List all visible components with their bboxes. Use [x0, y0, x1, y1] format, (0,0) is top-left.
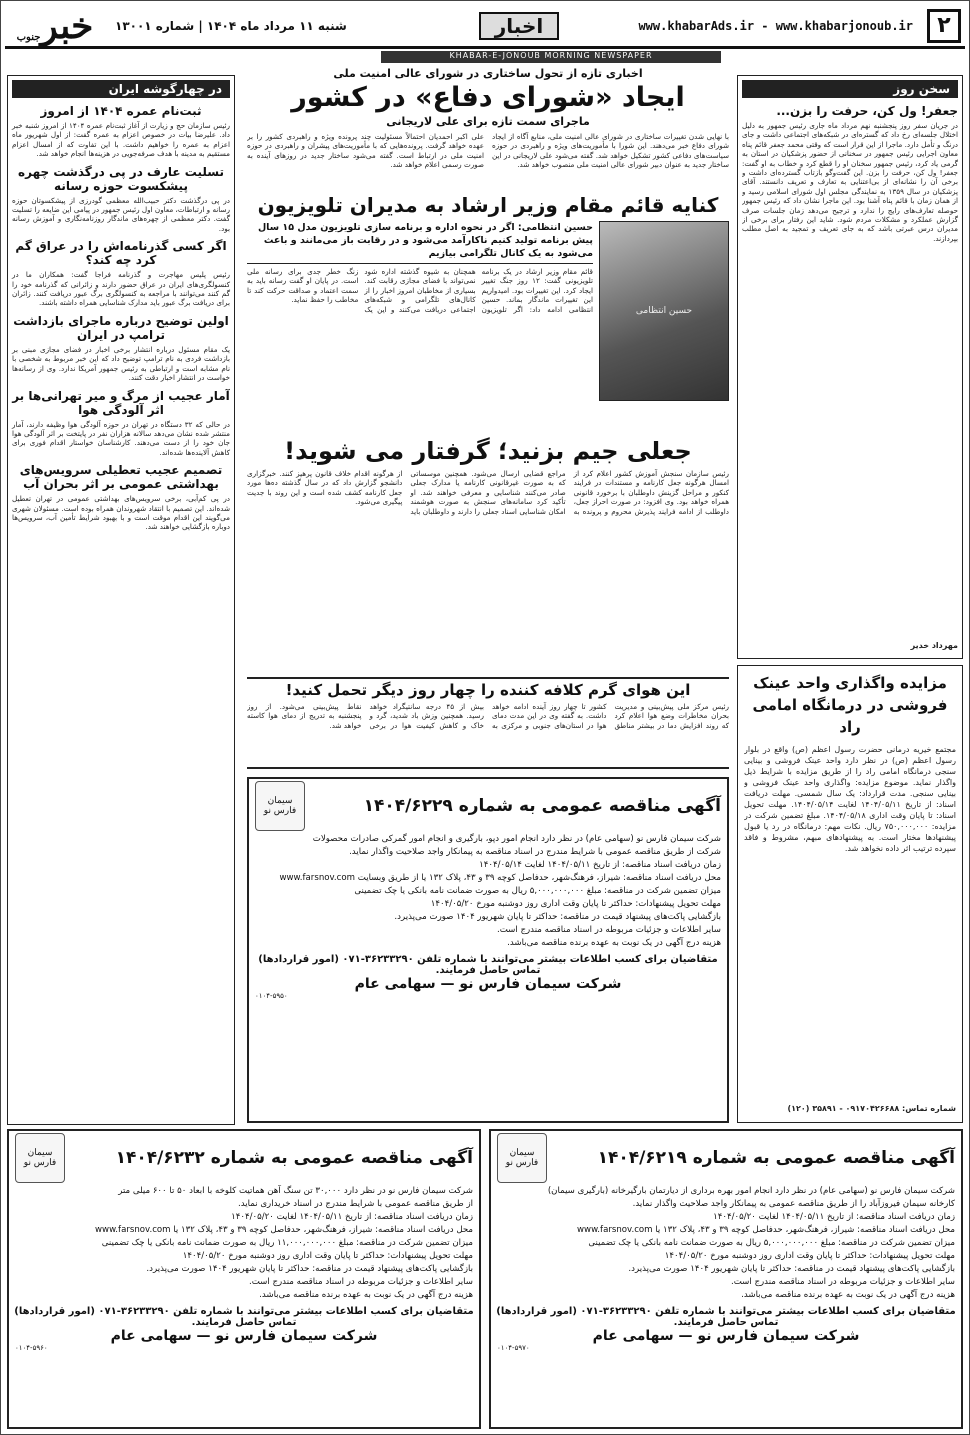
ad1-line: زمان دریافت اسناد مناقصه: از تاریخ ۱۴۰۴/۰۵/۱۱ لغایت ۱۴۰۴/۰۵/۱۴: [479, 860, 721, 870]
ad1-logo: سیمان فارس نو: [255, 781, 305, 831]
article-title: اگر کسی گذرنامه‌اش را در عراق گم کرد چه کند؟: [15, 239, 227, 268]
ad3-line: زمان دریافت اسناد مناقصه: از تاریخ ۱۴۰۴/۰۵/۱۱ لغایت ۱۴۰۴/۰۵/۲۰: [713, 1212, 955, 1222]
headline-body-left: علی اکبر احمدیان احتمالاً مسئولیت چند پرونده ویژه و راهبردی کشور را بر عهده خواهد گرفت. پرونده‌هایی که با مأموریت‌های پیشران و راهبردی در حوزه امنیت ملی در ارتباط است. گفته می‌شود ساختار جدید در روزهای آینده به صورت رسمی اعلام خواهد شد.: [247, 132, 484, 170]
article-body: در پی درگذشت دکتر حبیب‌الله معظمی گودرزی از پیشکسوتان حوزه رسانه و ارتباطات، معاون اول رئیس جمهور در پیامی این ضایعه را تسلیت گفت. دکتر معظمی از چهره‌های ماندگار روزنامه‌نگاری و آموزش رسانه بود.: [12, 195, 230, 233]
ad2-line: بازگشایی پاکت‌های پیشنهاد قیمت در مناقصه: حداکثر تا پایان شهریور ۱۴۰۴ صورت می‌پذیرد.: [146, 1264, 473, 1274]
page-header: [5, 5, 965, 49]
dateline: شنبه ۱۱ مرداد ماه ۱۴۰۴ | شماره ۱۳۰۰۱: [115, 18, 347, 33]
article-title: ثبت‌نام عمره ۱۴۰۴ از امروز: [40, 104, 202, 118]
interview-block: [247, 193, 729, 433]
ad3-line: کارخانه سیمان فیروزآباد را از طریق مناقصه عمومی به پیمانکار واجد صلاحیت واگذار نماید.: [632, 1199, 955, 1209]
jeli-title: جعلی جیم بزنید؛ گرفتار می شوید!: [284, 437, 692, 465]
article-title: آمار عجیب از مرگ و میر تهرانی‌ها بر اثر آلودگی هوا: [12, 388, 230, 417]
article-title: اولین توضیح درباره ماجرای بازداشت ترامپ در ایران: [13, 313, 229, 342]
ad1-line: مهلت تحویل پیشنهادات: حداکثر تا پایان وقت اداری روز دوشنبه مورخ ۱۴۰۴/۰۵/۲۰: [430, 899, 721, 909]
article-body: در پی کم‌آبی، برخی سرویس‌های بهداشتی عمومی در تهران تعطیل شده‌اند. این تصمیم با انتقاد شهروندان همراه بوده است. مسئولان شهری می‌گویند این اقدام موقت است و با بهبود شرایط تأمین آب، سرویس‌ها دوباره بازگشایی خواهند شد.: [12, 494, 230, 532]
left-column-heading: در چهارگوشه ایران: [12, 80, 230, 98]
ad1-line: سایر اطلاعات و جزئیات مربوطه در اسناد مناقصه مندرج است.: [497, 925, 721, 935]
newspaper-logo: [5, 6, 105, 46]
ad1-line: شرکت سیمان فارس نو (سهامی عام) در نظر دارد انجام امور دپو، بارگیری و انجام امور گمرکی صادرات محصولات: [312, 834, 721, 844]
ad1-code: ۰۱۰۴-۵۹۵۰: [255, 992, 288, 1000]
weather-block: [247, 677, 729, 769]
ad3-line: سایر اطلاعات و جزئیات مربوطه در اسناد مناقصه مندرج است.: [731, 1277, 955, 1287]
page-number: ۲: [927, 9, 961, 43]
article-body: یک مقام مسئول درباره انتشار برخی اخبار در فضای مجازی مبنی بر بازداشت فردی به نام ترامپ توضیح داد که این خبر مربوط به شخصی با نام مشابه است و ارتباطی به رئیس جمهور آمریکا ندارد. وی از رسانه‌ها خواست در انتشار اخبار دقت کنند.: [12, 344, 230, 383]
jeli-body: رئیس سازمان سنجش آموزش کشور اعلام کرد از امسال هرگونه جعل کارنامه و مستندات در فرایند کنکور و مراحل گزینش داوطلبان با برخورد قانونی همراه خواهد بود. وی افزود: در صورت احراز جعل، داوطلب از ادامه فرایند پذیرش محروم و پرونده به مراجع قضایی ارسال می‌شود. همچنین موسساتی که به صورت غیرقانونی کارنامه یا مدارک جعلی صادر می‌کنند شناسایی و معرفی خواهند شد. او تأکید کرد سامانه‌های سنجش به صورت هوشمند امکان شناسایی اسناد جعلی را دارند و داوطلبان باید از هرگونه اقدام خلاف قانون پرهیز کنند. خبرگزاری دانشجو گزارش داد که در سال گذشته ده‌ها مورد جعل کارنامه کشف شده است و این روند با جدیت پیگیری می‌شود.: [247, 469, 729, 516]
auction-contact: شماره تماس: ۰۹۱۷۰۴۲۶۶۸۸ - ۳۵۸۹۱ (۱۲۰): [787, 1104, 956, 1113]
ad3-line: بازگشایی پاکت‌های پیشنهاد قیمت در مناقصه: حداکثر تا پایان شهریور ۱۴۰۴ صورت می‌پذیرد.: [628, 1264, 955, 1274]
interview-body: قائم مقام وزیر ارشاد در یک برنامه تلویزیونی گفت: ۱۲ روز جنگ تغییر ایجاد کرد. این تغییرات بود. امیدواریم این تغییرات ماندگار بماند. حسین انتظامی ادامه داد: اگر تلویزیون همچنان به شیوه گذشته اداره شود نمی‌تواند با فضای مجازی رقابت کند. بسیاری از مخاطبان امروز اخبار را از کانال‌های تلگرامی و شبکه‌های اجتماعی دریافت می‌کنند و این یک زنگ خطر جدی برای رسانه ملی است. در پایان او گفت رسانه باید به سمت اعتماد و صداقت حرکت کند تا مخاطب را حفظ نماید.: [247, 267, 593, 314]
ad2-line: هزینه درج آگهی در یک نوبت به عهده برنده مناقصه می‌باشد.: [259, 1290, 473, 1300]
article-title: تسلیت عارف در پی درگذشت چهره پیشکسوت حوزه رسانه: [18, 164, 224, 193]
ad2-line: محل دریافت اسناد مناقصه: شیراز، فرهنگ‌شهر، حدفاصل کوچه ۳۹ و ۴۳، پلاک ۱۳۲ یا www.farsnov.com: [95, 1225, 473, 1235]
interview-photo: [599, 221, 729, 401]
ad2-line: از طریق مناقصه عمومی با شرایط مندرج در اسناد خریداری نماید.: [237, 1199, 473, 1209]
article-body: در حالی که ۳۲ دستگاه در تهران در حوزه آلودگی هوا وظیفه دارند، آمار منتشر شده نشان می‌دهد سالانه هزاران نفر در پایتخت بر اثر آلودگی هوا جان خود را از دست می‌دهند. کارشناسان خواستار اقدام فوری برای کاهش آلاینده‌ها شده‌اند.: [12, 419, 230, 457]
ad2-footer: متقاضیان برای کسب اطلاعات بیشتر می‌توانند با شماره تلفن ۳۶۲۳۳۲۹۰-۰۷۱ (امور قراردادها) تماس حاصل فرمایند.: [14, 1306, 474, 1328]
ad3-line: شرکت سیمان فارس نو (سهامی عام) در نظر دارد انجام امور بهره برداری از دیارتمان بارگیرخانه (بارگیری سیمان): [547, 1186, 955, 1196]
header-urls[interactable]: www.khabarAds.ir - www.khabarjonoub.ir: [638, 18, 913, 33]
ad2-line: شرکت سیمان فارس نو در نظر دارد ۳۰,۰۰۰ تن سنگ آهن هماتیت کلوخه با ابعاد ۵۰ تا ۶۰۰ میلی متر: [118, 1186, 473, 1196]
article-title: تصمیم عجیب تعطیلی سرویس‌های بهداشتی عمومی بر اثر بحران آب: [19, 463, 223, 492]
ad3-line: محل دریافت اسناد مناقصه: شیراز، فرهنگ‌شهر، حدفاصل کوچه ۳۹ و ۴۳، پلاک ۱۳۲ یا www.farsnov.com: [577, 1225, 955, 1235]
masthead-ribbon: KHABAR-E-JONOUB MORNING NEWSPAPER: [381, 51, 721, 63]
ad3-org: شرکت سیمان فارس نو — سهامی عام: [592, 1328, 860, 1344]
ad2-logo: سیمان فارس نو: [15, 1133, 65, 1183]
ad1-line: شرکت از طریق مناقصه عمومی با شرایط مندرج در اسناد مناقصه به پیمانکار واجد صلاحیت واگذار نماید.: [349, 847, 721, 857]
ad1-footer: متقاضیان برای کسب اطلاعات بیشتر می‌توانند با شماره تلفن ۳۶۲۳۳۲۹۰-۰۷۱ (امور قراردادها) تماس حاصل فرمایند.: [258, 954, 718, 976]
ad2-line: میزان تضمین شرکت در مناقصه: مبلغ ۱۱,۰۰۰,۰۰۰,۰۰۰ ریال به صورت ضمانت نامه بانکی یا چک تضمینی: [101, 1238, 473, 1248]
ad3-logo: سیمان فارس نو: [497, 1133, 547, 1183]
ad3-line: میزان تضمین شرکت در مناقصه: مبلغ ۵,۰۰۰,۰۰۰,۰۰۰ ریال به صورت ضمانت نامه بانکی یا چک تضمینی: [588, 1238, 955, 1248]
logo-sub: جنوب: [16, 32, 41, 43]
ad1-line: میزان تضمین شرکت در مناقصه: مبلغ ۵,۰۰۰,۰۰۰,۰۰۰ ریال به صورت ضمانت نامه بانکی یا چک تضمینی: [354, 886, 721, 896]
ad2-line: مهلت تحویل پیشنهادات: حداکثر تا پایان وقت اداری روز دوشنبه مورخ ۱۴۰۴/۰۵/۲۰: [182, 1251, 473, 1261]
headline-kicker: اخباری تازه از تحول ساختاری در شورای عالی امنیت ملی: [333, 67, 643, 80]
section-title: اخبار: [479, 12, 559, 40]
sokhan-rooz-box: [737, 75, 963, 659]
ad3-code: ۰۱۰۴-۵۹۷۰: [497, 1344, 530, 1352]
logo-text: خبر: [40, 4, 94, 47]
ad1-line: هزینه درج آگهی در یک نوبت به عهده برنده مناقصه می‌باشد.: [507, 938, 721, 948]
tender-ad-1: [247, 777, 729, 1123]
headline-body-right: با نهایی شدن تغییرات ساختاری در شورای عالی امنیت ملی، منابع آگاه از ایجاد شورای دفاع خبر می‌دهند. این شورا با مأموریت‌های ویژه و راهبردی در حوزه سیاست‌های دفاعی کشور تشکیل خواهد شد. گفته می‌شود علی لاریجانی در این ساختار جدید به عنوان دبیر شورای عالی امنیت ملی منصوب خواهد شد.: [492, 132, 729, 170]
ad3-line: مهلت تحویل پیشنهادات: حداکثر تا پایان وقت اداری روز دوشنبه مورخ ۱۴۰۴/۰۵/۲۰: [664, 1251, 955, 1261]
ad1-line: محل دریافت اسناد مناقصه: شیراز، فرهنگ‌شهر، حدفاصل کوچه ۳۹ و ۴۳، پلاک ۱۳۲ یا از طریق وبسایت www.farsnov.com: [279, 873, 721, 883]
photo-caption: حسین انتظامی: [635, 306, 693, 316]
auction-title: مزایده واگذاری واحد عینک فروشی در درمانگاه امامی راد: [752, 674, 948, 736]
jeli-block: [247, 437, 729, 673]
ad3-title: آگهی مناقصه عمومی به شماره ۱۴۰۴/۶۲۱۹: [597, 1148, 955, 1168]
interview-lead: حسین انتظامی: اگر در نحوه اداره و برنامه سازی تلویزیون مدل ۱۵ سال پیش برنامه تولید کنیم ناکارآمد می‌شود و در رقابت باز می‌مانند و باعث می‌شود به یک کانال تلگرامی بیازیم: [247, 221, 593, 264]
auction-body: مجتمع خیریه درمانی حضرت رسول اعظم (ص) واقع در بلوار رسول اعظم (ص) در نظر دارد واحد عینک فروشی و بینایی سنجی درمانگاه امامی راد را از طریق مزایده با شرایط ذیل واگذار نماید. موضوع مزایده: واگذاری واحد عینک فروشی و بینایی سنجی. مدت قرارداد: یک سال شمسی. مهلت دریافت اسناد: از تاریخ ۱۴۰۴/۰۵/۱۱ لغایت ۱۴۰۴/۰۵/۱۴. مهلت تحویل اسناد: تا پایان وقت اداری ۱۴۰۴/۰۵/۱۸. مبلغ تضمین شرکت در مزایده: ۷۵۰,۰۰۰,۰۰۰ ریال. نکات مهم: درمانگاه در رد یا قبول پیشنهادها مختار است. به پیشنهادهای مبهم، مشروط و فاقد سپرده ترتیب اثر داده نخواهد شد.: [744, 745, 956, 853]
article-body: رئیس پلیس مهاجرت و گذرنامه فراجا گفت: همکاران ما در کنسولگری‌های ایران در عراق حضور دارند و زائرانی که گذرنامه خود را گم کنند می‌توانند با مراجعه به کنسولگری برگ عبور دریافت کنند. زائران برای دریافت برگ عبور باید مدارک شناسایی همراه داشته باشند.: [12, 270, 230, 308]
tender-ad-2: [7, 1129, 481, 1429]
headline-subtitle: ماجرای سمت تازه برای علی لاریجانی: [386, 115, 590, 128]
weather-body: رئیس مرکز ملی پیش‌بینی و مدیریت بحران مخاطرات وضع هوا اعلام کرد که روند افزایش دما در بیشتر مناطق کشور تا چهار روز آینده ادامه خواهد داشت. به گفته وی در این مدت دمای هوا در استان‌های جنوبی و مرکزی به بیش از ۴۵ درجه سانتیگراد خواهد رسید. همچنین وزش باد شدید، گرد و خاک و کاهش کیفیت هوا در برخی نقاط پیش‌بینی می‌شود. از روز پنجشنبه به تدریج از دمای هوا کاسته خواهد شد.: [247, 702, 729, 730]
ad2-line: زمان دریافت اسناد مناقصه: از تاریخ ۱۴۰۴/۰۵/۱۱ لغایت ۱۴۰۴/۰۵/۲۰: [231, 1212, 473, 1222]
ad2-org: شرکت سیمان فارس نو — سهامی عام: [110, 1328, 378, 1344]
ad2-title: آگهی مناقصه عمومی به شماره ۱۴۰۴/۶۲۳۲: [115, 1148, 473, 1168]
headline-title: ایجاد «شورای دفاع» در کشور: [291, 82, 685, 113]
interview-title: کنایه قائم مقام وزیر ارشاد به مدیران تلویزیون: [257, 193, 719, 217]
sokhan-rooz-body: در جریان سفر روز پنجشنبه نهم مرداد ماه جاری رئیس جمهور به دلیل اختلال جلسه‌ای رخ داد که گستره‌ای در شبکه‌های اجتماعی داشت و جای درنگ و تأمل دارد. ماجرا از این قرار است که وقتی محمد جعفر قائم پناه معاون اجرایی رئیس جمهور در سخنانی از حضور پزشکیان در استان به گرمی یاد کرد، رئیس جمهور سخنان او را قطع کرد و خطاب به او گفت: جعفر! ول کن، حرفت را بزن. این گفت‌وگو بازتاب گسترده‌ای داشت و برخی آن را نشانه‌ای از بی‌اعتنایی به تعارف و تعریف دانستند. آقای پزشکیان در سال ۱۳۵۹ به نمایندگی مجلس اول شورای اسلامی رسید و از همان زمان با قائم پناه آشنا بود. این ماجرا نشان داد که رئیس جمهور حوصله تعارف‌های رایج را ندارد و ترجیح می‌دهد زمان جلسات صرف گزارش عملکرد و مشکلات مردم شود. شاید این رفتار برای برخی از مدیران درس عبرتی باشد که به جای تعریف و تمجید به اصل مطلب بپردازند.: [742, 121, 958, 243]
sokhan-rooz-author: مهرداد خدیر: [910, 641, 958, 650]
ad2-code: ۰۱۰۴-۵۹۶۰: [15, 1344, 48, 1352]
sokhan-rooz-title: جعفر! ول کن، حرفت را بزن...: [776, 104, 958, 118]
ad3-footer: متقاضیان برای کسب اطلاعات بیشتر می‌توانند با شماره تلفن ۳۶۲۳۳۲۹۰-۰۷۱ (امور قراردادها) تماس حاصل فرمایند.: [496, 1306, 956, 1328]
ad1-line: بازگشایی پاکت‌های پیشنهاد قیمت در مناقصه: حداکثر تا پایان شهریور ۱۴۰۴ صورت می‌پذیرد.: [394, 912, 721, 922]
ad1-title: آگهی مناقصه عمومی به شماره ۱۴۰۴/۶۲۲۹: [363, 796, 721, 816]
ad3-line: هزینه درج آگهی در یک نوبت به عهده برنده مناقصه می‌باشد.: [741, 1290, 955, 1300]
left-news-column: [7, 75, 235, 1125]
ad2-line: سایر اطلاعات و جزئیات مربوطه در اسناد مناقصه مندرج است.: [249, 1277, 473, 1287]
weather-title: این هوای گرم کلافه کننده را چهار روز دیگر تحمل کنید!: [285, 681, 691, 699]
tender-ad-3: [489, 1129, 963, 1429]
article-body: رئیس سازمان حج و زیارت از آغاز ثبت‌نام عمره ۱۴۰۴ از امروز شنبه خبر داد. علیرضا بیات در خصوص اعزام به عمره گفت: از اول شهریور ماه اعزام به عمره را خواهیم داشت. با این تفاوت که از امسال اعزام مستقیم به مدینه با هدف صرفه‌جویی در هزینه‌ها انجام خواهد شد.: [12, 121, 230, 159]
sokhan-rooz-heading: سخن روز: [742, 80, 958, 98]
ad1-org: شرکت سیمان فارس نو — سهامی عام: [354, 976, 622, 992]
auction-box: [737, 665, 963, 1123]
